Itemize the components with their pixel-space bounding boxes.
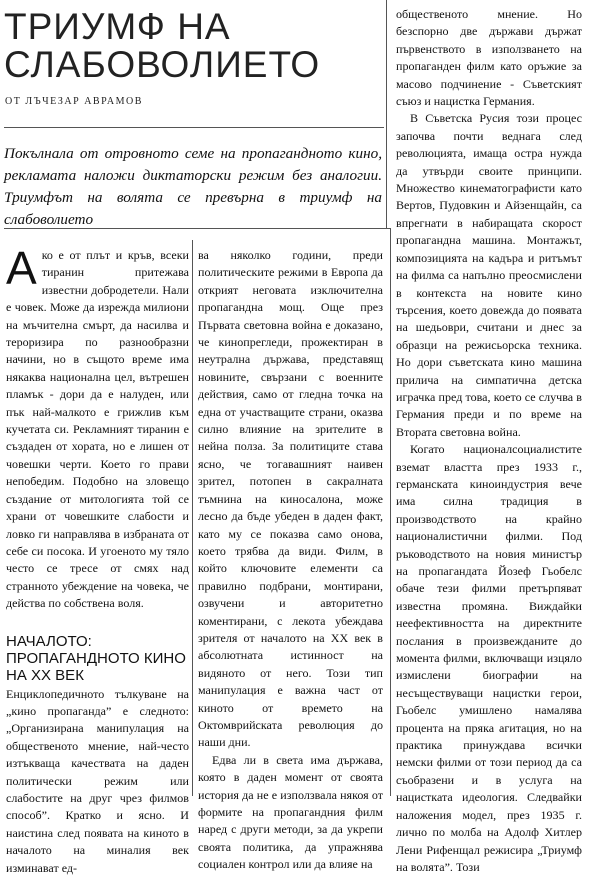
column-2: [198, 247, 383, 874]
paragraph: Енциклопедичното тълкуване на „кино пропаганда” е следното: „Организирана манипулация на общественото мнение, най-често изтъкваща качествата на даден политически режим или слабостите на друг чрез филмов способ”. Кратко и ясно. И наистина след появата на киното в началото на миналия век изминават ед-: [6, 686, 189, 875]
article-lead: Покълнала от отровното семе на пропагандното кино, рекламата наложи диктаторски режим без аналогии. Триумфът на волята се превърна в триумф на слабоволието: [4, 145, 382, 228]
paragraph: Когато националсоциалистите вземат властта през 1933 г., германската киноиндустрия вече има силна традиция в производството на крайно националистични филми. Под ръководството на новия министър на пропагандата Йозеф Гьобелс обаче тези филми претърпяват известна промяна. Виждайки неефективността на директните послания в произвежданите до момента филми, включващи изцяло измислени биографии на несъществуващи нацистки герои, Гьобелс умишлено намалява процента на пряка агитация, но на практика принуждава всички немски филми от този период да са съобразени и в услуга на нацистката идеология. Следвайки наложения модел, през 1935 г. лично по молба на Адолф Хитлер Лени Рифенщал режисира „Триумф на волята”. Този: [396, 442, 582, 874]
column-divider-2: [390, 228, 391, 796]
column-divider-1: [192, 240, 193, 796]
paragraph: общественото мнение. Но безспорно две държави държат първенството в използването на пропаганден филм като оръжие за масово подчинение - Съветският съюз и нацистка Германия.: [396, 7, 582, 109]
drop-cap: А: [6, 242, 37, 294]
byline: ОТ ЛЪЧЕЗАР АВРАМОВ: [5, 96, 143, 107]
column-3: [396, 6, 582, 876]
lead-rule: [4, 228, 390, 229]
paragraph: ко е от плът и кръв, всеки тиранин притежава известни добродетели. Нали е човек. Може да изрежда милиони на мъчителна смърт, да насилва и тероризира по разнообразни начини, но в същото време има някаква национална цел, вътрешен пламък - дори да е налуден, или пък най-малкото е грижлив към кучетата си. Рекламният тиранин е създаден от хората, но е лишен от човешки черти. Което го прави непобедим. Подобно на зловещо създание от митологията той се храни от човешките слабости и ловко ги направлява в избраната от себе си посока. И угоеното му тяло често се тресе от смях над странното убеждение на човека, че действа по собствена воля.: [6, 248, 189, 611]
paragraph: Едва ли в света има държава, която в даден момент от своята история да не е използвала някоя от формите на пропагандния филм наред с други методи, за да укрепи своята политика, да упражнява социален контрол или да влияе на: [198, 752, 383, 872]
column-divider-top: [386, 0, 387, 228]
paragraph: В Съветска Русия този процес започва почти веднага след революцията, имаща остра нужда да утвърди своите принципи. Множество кинематографисти като Вертов, Пудовкин и Айзенщайн, са впрегнати в набиращата скорост пропагандна машина. Монтажът, композицията на кадъра и ритъмът на филма са напълно преосмислени в контекста на новите кино търсения, което довежда до появата на шедьоври, считани и днес за образци на режисьорска техника. Но дори съветската кино машина прилича на симпатична детска играчка пред това, което се случва в Германия преди и по време на Втората световна война.: [396, 111, 582, 439]
section-heading: НАЧАЛОТО: ПРОПАГАНДНОТО КИНО НА ХХ ВЕК: [6, 632, 186, 684]
title-rule: [4, 127, 384, 128]
article-title: ТРИУМФ НА СЛАБОВОЛИЕТО: [4, 6, 321, 85]
column-1: [6, 242, 189, 877]
paragraph: ва няколко години, преди политическите режими в Европа да открият неговата изключителна пропагандна мощ. Още през Първата световна война е доказано, че кинопрегледи, прожектиран в неутрална държава, представящ новините, свързани с военните действия, само от гледна точка на една от участващите страни, оказва силно влияние на зрителите в нейна полза. За политиците става ясно, че тогавашният наивен зрител, потопен в сакралната тъмнина на киносалона, може лесно да бъде убеден в даден факт, като му се показва само онова, което трябва да види. Филм, в който ключовите елементи са правилно подбрани, монтирани, озвучени и авторитетно коментирани, с лекота убеждава зрителя от началото на ХХ век в абсолютната истинност на видяното от него. Този тип манипулация е важна част от киното от времето на Октомврийската революция до наши дни.: [198, 248, 383, 750]
